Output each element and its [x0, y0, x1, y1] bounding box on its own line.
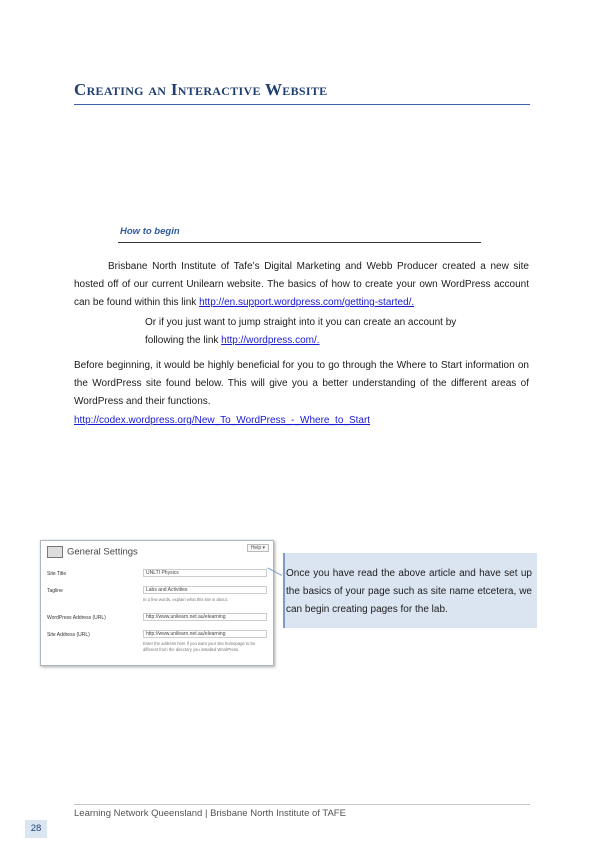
intro-text: Brisbane North Institute of Tafe’s Digital Marketing and Webb Producer created a new site hosted off of our current Unilearn website. The basics of how to create your own WordPress account can be found within this link	[74, 261, 529, 308]
setting-value: http://www.unilearn.net.au/elearning	[143, 613, 267, 621]
page-title: Creating an Interactive Website	[74, 80, 328, 99]
section-subheading: How to begin	[120, 226, 180, 237]
screenshot-heading	[47, 546, 138, 558]
setting-value: UNLTI Physics	[143, 569, 267, 577]
footer-text: Learning Network Queensland | Brisbane North Institute of TAFE	[74, 808, 346, 819]
settings-icon	[47, 546, 63, 558]
footer-divider	[74, 804, 530, 805]
wordpress-link[interactable]: http://wordpress.com/.	[221, 335, 320, 346]
page-number: 28	[25, 820, 47, 838]
alternative-text: Or if you just want to jump straight into it you can create an account by following the link	[145, 317, 457, 346]
callout-accent-bar	[283, 553, 285, 628]
alternative-paragraph	[145, 314, 475, 350]
setting-label: Tagline	[47, 588, 63, 594]
setting-label: Site Title	[47, 571, 67, 577]
getting-started-link[interactable]: http://en.support.wordpress.com/getting-started/.	[199, 297, 415, 308]
setting-label: Site Address (URL)	[47, 632, 90, 638]
setting-label: WordPress Address (URL)	[47, 615, 106, 621]
setting-value: Labs and Activities	[143, 586, 267, 594]
setting-note: Enter the address here if you want your site homepage to be different from the directory you installed WordPress.	[143, 641, 256, 652]
setting-note: In a few words, explain what this site is about.	[143, 597, 228, 602]
screenshot-heading-text: General Settings	[67, 546, 138, 558]
title-divider	[74, 104, 530, 105]
intro-paragraph	[74, 258, 529, 312]
setting-value: http://www.unilearn.net.au/elearning	[143, 630, 267, 638]
subheading-divider	[118, 242, 481, 243]
general-settings-screenshot	[40, 540, 274, 666]
callout-text: Once you have read the above article and have set up the basics of your page such as site name etcetera, we can begin creating pages for the lab.	[286, 568, 532, 615]
before-paragraph: Before beginning, it would be highly beneficial for you to go through the Where to Start information on the WordPress site found below. This will give you a better understanding of the different areas of WordPress and their functions.	[74, 360, 529, 407]
codex-link[interactable]: http://codex.wordpress.org/New_To_WordPress_-_Where_to_Start	[74, 415, 371, 426]
help-tab: Help ▾	[247, 544, 269, 552]
codex-paragraph	[74, 412, 370, 430]
